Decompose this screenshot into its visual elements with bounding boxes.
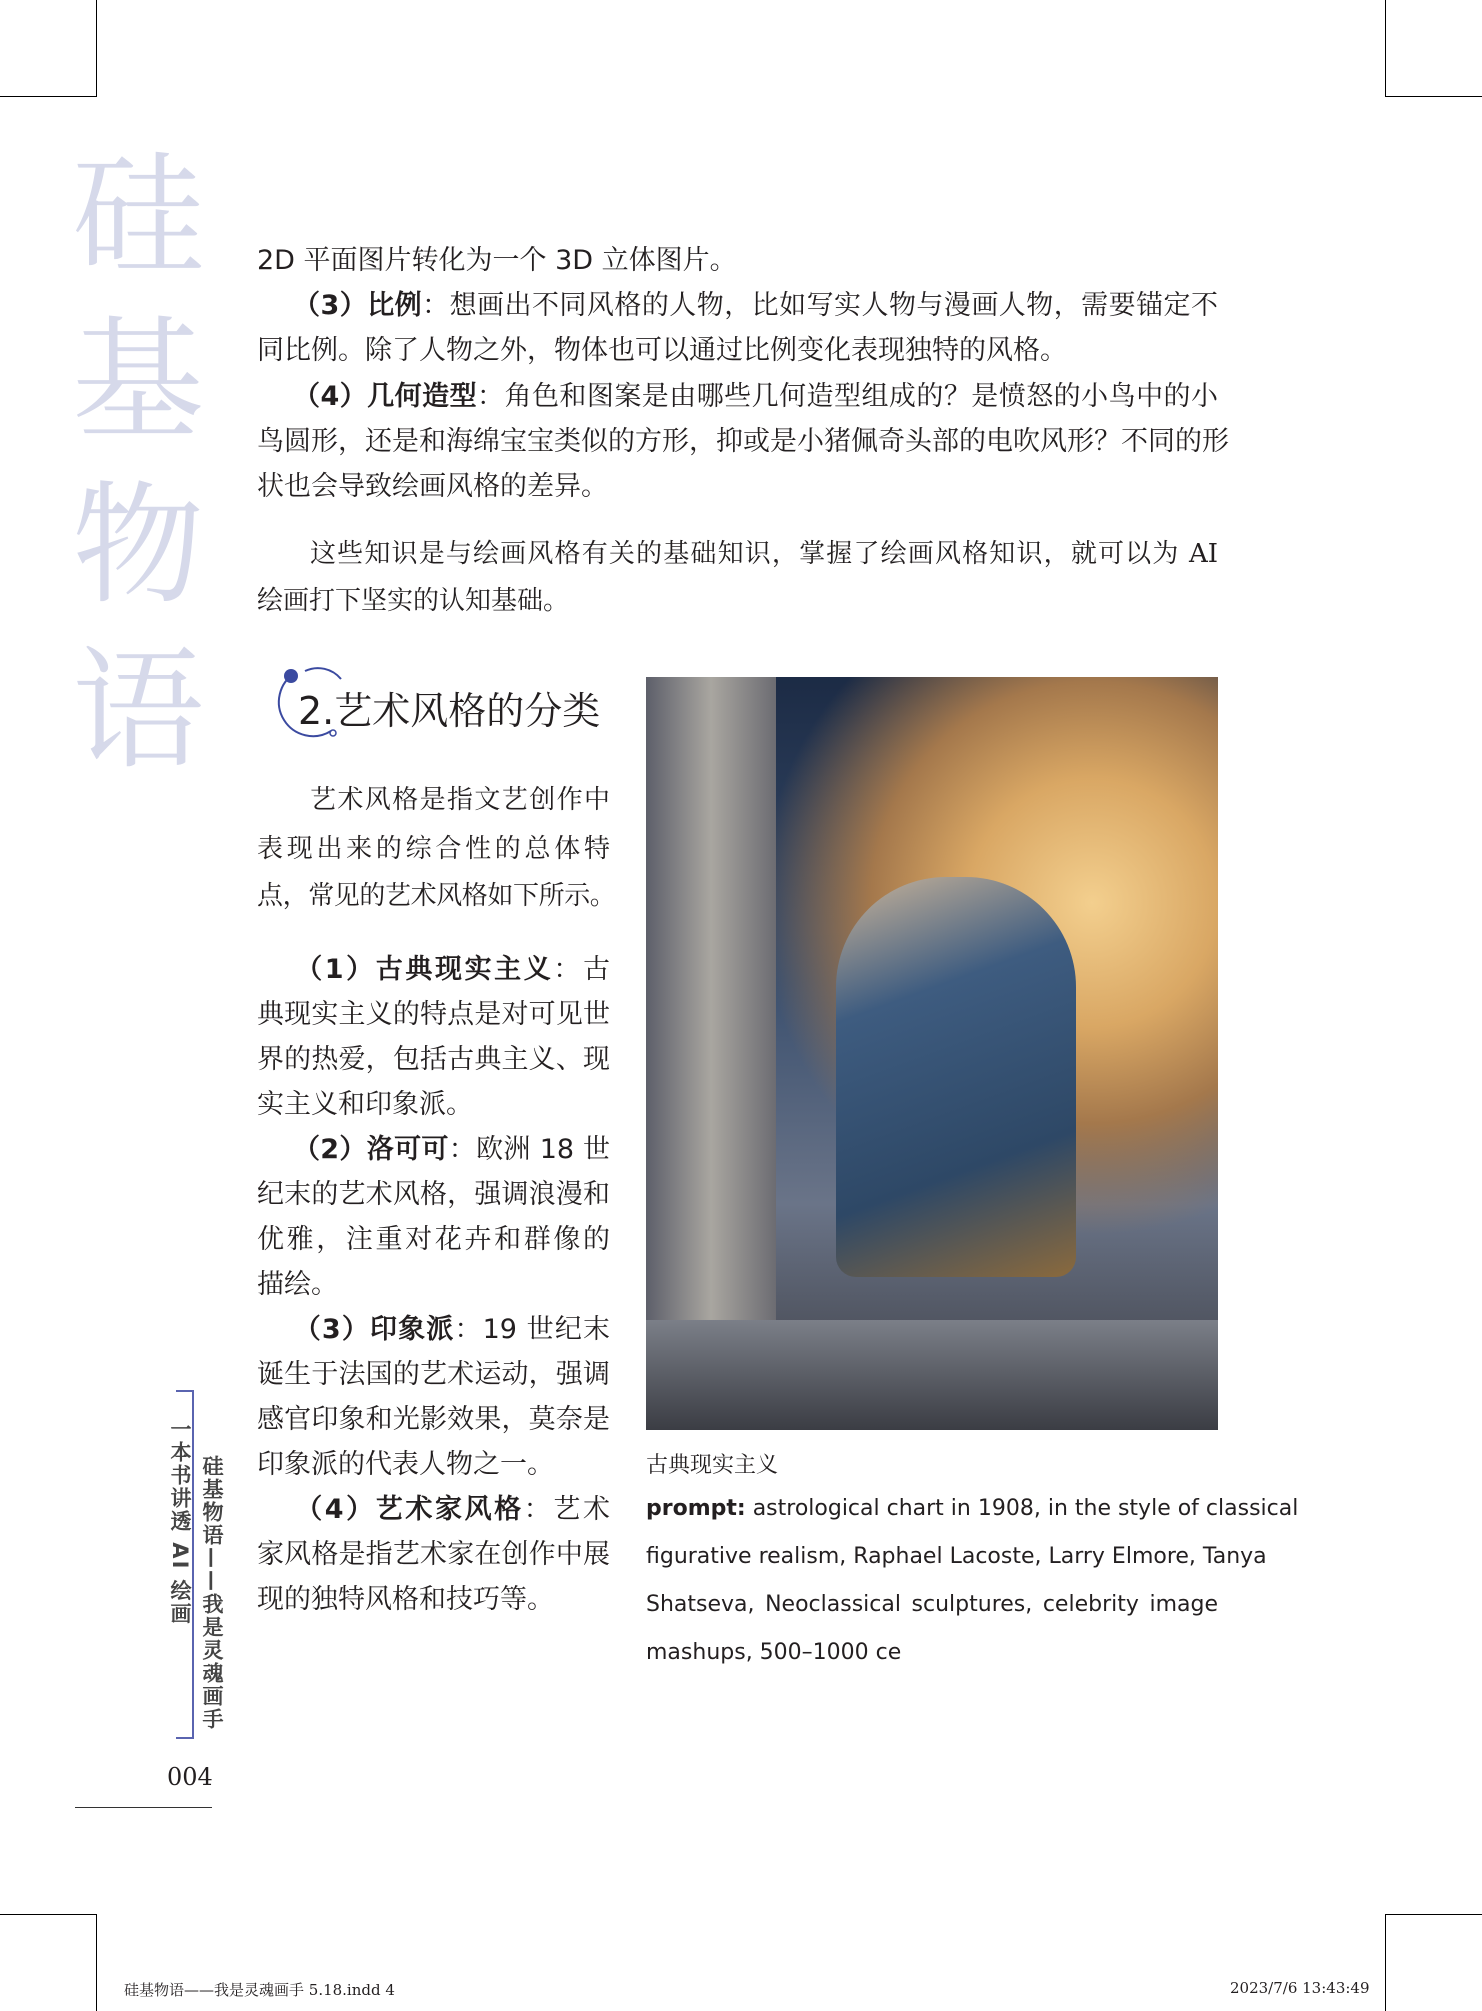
style-line: 实主义和印象派。 xyxy=(257,1089,473,1120)
style-line: 诞生于法国的艺术运动，强调 xyxy=(257,1359,610,1390)
body-line: 2D 平面图片转化为一个 3D 立体图片。 xyxy=(257,245,737,276)
style-line: 描绘。 xyxy=(257,1269,338,1300)
intro-line: 艺术风格是指文艺创作中 xyxy=(310,785,610,815)
figure-caption: 古典现实主义 xyxy=(646,1453,779,1478)
style-line: 纪末的艺术风格，强调浪漫和 xyxy=(257,1179,610,1210)
side-title-char: 硅 xyxy=(72,139,204,293)
style-item-3 xyxy=(257,1307,610,1346)
item-label: （3）比例 xyxy=(293,290,423,321)
intro-line: 表现出来的综合性的总体特 xyxy=(257,834,610,864)
style-line: 家风格是指艺术家在创作中展 xyxy=(257,1539,610,1570)
prompt-line: Shatseva, Neoclassical sculptures, celebrity image xyxy=(646,1592,1218,1617)
item-text: ：想画出不同风格的人物，比如写实人物与漫画人物，需要锚定不 xyxy=(422,290,1218,321)
prompt-text: astrological chart in 1908, in the style of classical xyxy=(745,1496,1299,1521)
running-head-book: 一本书讲透 AI 绘画 xyxy=(168,1418,192,1626)
style-line: 印象派的代表人物之一。 xyxy=(257,1449,554,1480)
body-line: 鸟圆形，还是和海绵宝宝类似的方形，抑或是小猪佩奇头部的电吹风形？不同的形 xyxy=(257,426,1229,457)
crop-mark xyxy=(1385,96,1482,97)
crop-mark xyxy=(1385,0,1386,97)
style-item-2 xyxy=(257,1127,610,1166)
prompt-line xyxy=(646,1496,1299,1521)
style-label: （4）艺术家风格 xyxy=(295,1494,524,1525)
slug-timestamp: 2023/7/6 13:43:49 xyxy=(1230,1979,1370,1997)
item-text: ：角色和图案是由哪些几何造型组成的？是愤怒的小鸟中的小 xyxy=(477,381,1218,412)
style-line: 现的独特风格和技巧等。 xyxy=(257,1584,554,1615)
style-text: ：欧洲 18 世 xyxy=(448,1134,610,1165)
body-line: 同比例。除了人物之外，物体也可以通过比例变化表现独特的风格。 xyxy=(257,335,1067,366)
crop-mark xyxy=(1385,1914,1482,1915)
section-number: 2. xyxy=(298,689,335,733)
style-label: （3）印象派 xyxy=(293,1314,455,1345)
style-item-4 xyxy=(257,1487,610,1526)
style-item-1 xyxy=(257,947,610,986)
style-text: ：艺术 xyxy=(523,1494,610,1525)
style-label: （2）洛可可 xyxy=(292,1134,449,1165)
style-line: 界的热爱，包括古典主义、现 xyxy=(257,1044,610,1075)
classical-realism-artwork xyxy=(646,677,1218,1430)
side-title-char: 物 xyxy=(72,469,204,623)
intro-line: 点，常见的艺术风格如下所示。 xyxy=(257,881,616,911)
style-line: 典现实主义的特点是对可见世 xyxy=(257,999,610,1030)
crop-mark xyxy=(0,1914,97,1915)
prompt-line: figurative realism, Raphael Lacoste, Larry Elmore, Tanya xyxy=(646,1544,1267,1569)
style-label: （1）古典现实主义 xyxy=(295,954,554,985)
summary-line: 这些知识是与绘画风格有关的基础知识，掌握了绘画风格知识，就可以为 AI xyxy=(310,539,1218,569)
crop-mark xyxy=(0,96,97,97)
crop-mark xyxy=(96,0,97,97)
style-line: 感官印象和光影效果，莫奈是 xyxy=(257,1404,610,1435)
style-text: ：古 xyxy=(553,954,610,985)
body-item-4 xyxy=(257,374,1218,413)
page-number-rule xyxy=(75,1807,212,1808)
side-title-char: 语 xyxy=(72,634,204,788)
page-number: 004 xyxy=(167,1763,213,1791)
slug-filename: 硅基物语——我是灵魂画手 5.18.indd 4 xyxy=(124,1981,395,1999)
seated-figure xyxy=(836,877,1076,1277)
style-text: ：19 世纪末 xyxy=(454,1314,610,1345)
column-pillar xyxy=(646,677,776,1430)
section-title: 艺术风格的分类 xyxy=(334,689,601,733)
prompt-label: prompt: xyxy=(646,1496,746,1521)
crop-mark xyxy=(96,1914,97,2011)
section-heading xyxy=(298,680,600,735)
crop-mark xyxy=(1385,1914,1386,2011)
summary-line: 绘画打下坚实的认知基础。 xyxy=(257,586,570,616)
body-line: 状也会导致绘画风格的差异。 xyxy=(257,471,608,502)
running-head-title: 硅基物语——我是灵魂画手 xyxy=(200,1455,224,1731)
item-label: （4）几何造型 xyxy=(293,381,478,412)
throne-steps xyxy=(646,1320,1218,1430)
prompt-line: mashups, 500–1000 ce xyxy=(646,1640,902,1665)
side-title-char: 基 xyxy=(72,304,204,458)
body-item-3 xyxy=(257,283,1218,322)
style-line: 优雅，注重对花卉和群像的 xyxy=(257,1224,610,1255)
